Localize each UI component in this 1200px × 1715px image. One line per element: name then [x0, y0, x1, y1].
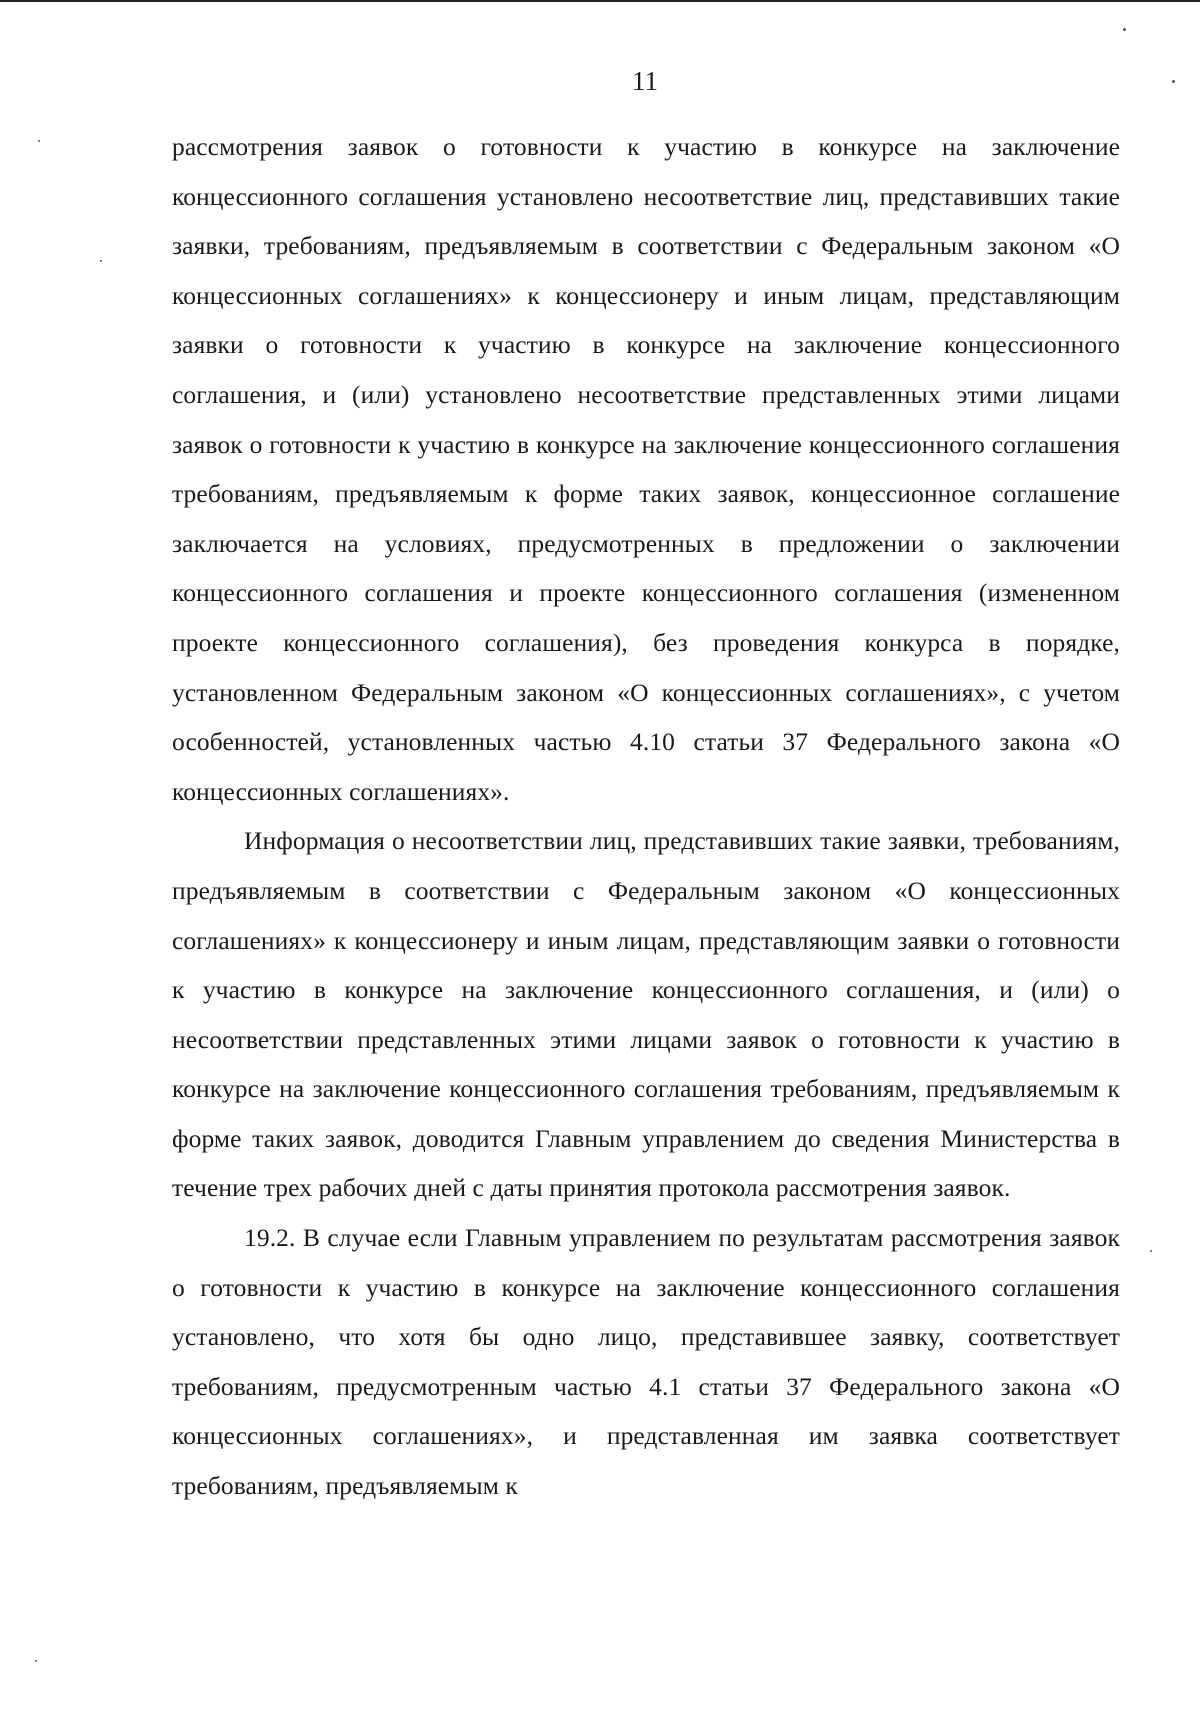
scan-speck [1172, 80, 1175, 83]
scan-speck [35, 1660, 37, 1662]
page-number: 11 [632, 66, 658, 96]
document-body [172, 122, 1120, 1511]
scan-speck [38, 140, 40, 142]
paragraph-continuation: рассмотрения заявок о готовности к участию в конкурсе на заключение концессионного соглашения установлено несоответствие лиц, представивших такие заявки, требованиям, предъявляемым в соответствии с Федеральным законом «О концессионных соглашениях» к концессионеру и иным лицам, представляющим заявки о готовности к участию в конкурсе на заключение концессионного соглашения, и (или) установлено несоответствие представленных этими лицами заявок о готовности к участию в конкурсе на заключение концессионного соглашения требованиям, предъявляемым к форме таких заявок, концессионное соглашение заключается на условиях, предусмотренных в предложении о заключении концессионного соглашения и проекте концессионного соглашения (измененном проекте концессионного соглашения), без проведения конкурса в порядке, установленном Федеральным законом «О концессионных соглашениях», с учетом особенностей, установленных частью 4.10 статьи 37 Федерального закона «О концессионных соглашениях». [172, 132, 1120, 806]
scan-speck [100, 260, 102, 262]
scan-top-edge [0, 0, 1200, 2]
scan-speck [1123, 28, 1126, 31]
paragraph-information: Информация о несоответствии лиц, представивших такие заявки, требованиям, предъявляемым в соответствии с Федеральным законом «О концессионных соглашениях» к концессионеру и иным лицам, представляющим заявки о готовности к участию в конкурсе на заключение концессионного соглашения, и (или) о несоответствии представленных этими лицами заявок о готовности к участию в конкурсе на заключение концессионного соглашения требованиям, предъявляемым к форме таких заявок, доводится Главным управлением до сведения Министерства в течение трех рабочих дней с даты принятия протокола рассмотрения заявок. [172, 826, 1120, 1203]
paragraph-19-2: 19.2. В случае если Главным управлением по результатам рассмотрения заявок о готовности к участию в конкурсе на заключение концессионного соглашения установлено, что хотя бы одно лицо, представившее заявку, соответствует требованиям, предусмотренным частью 4.1 статьи 37 Федерального закона «О концессионных соглашениях», и представленная им заявка соответствует требованиям, предъявляемым к [172, 1223, 1120, 1501]
scan-speck [1150, 1250, 1152, 1252]
